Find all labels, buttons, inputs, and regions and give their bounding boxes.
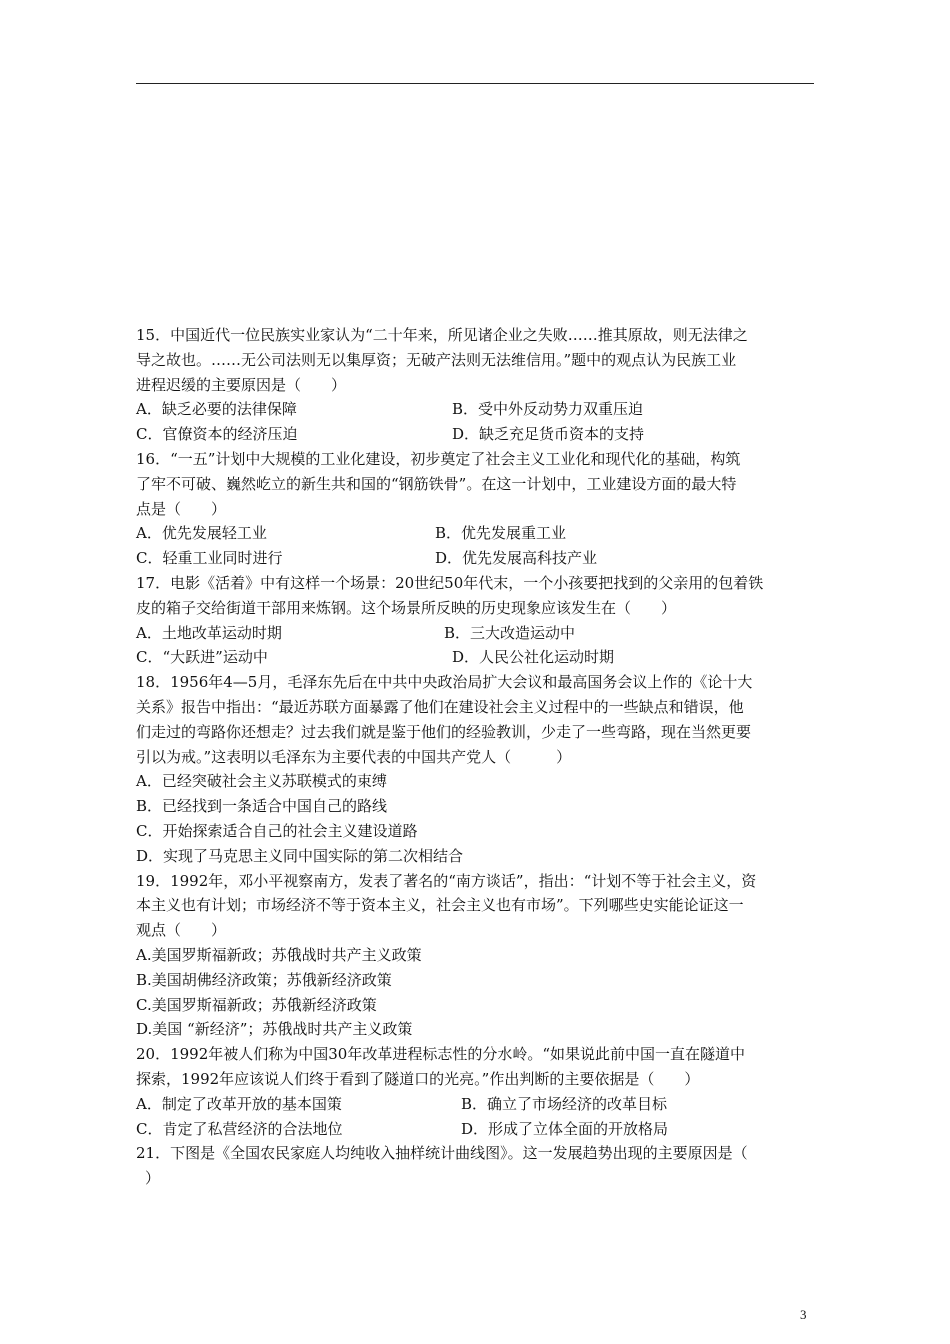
question-17 — [136, 571, 816, 670]
option-b: B．受中外反动势力双重压迫 — [452, 400, 644, 419]
question-stem-line: 17．电影《活着》中有这样一个场景：20世纪50年代末，一个小孩要把找到的父亲用的包着铁 — [136, 573, 764, 592]
option-row — [136, 422, 816, 447]
option-c: C．“大跃进”运动中 — [136, 648, 268, 667]
option-row — [136, 546, 816, 571]
option-d: D．形成了立体全面的开放格局 — [461, 1119, 669, 1138]
option-d: D．缺乏充足货币资本的支持 — [452, 425, 645, 444]
question-stem-line: 本主义也有计划；市场经济不等于资本主义，社会主义也有市场”。下列哪些史实能论证这一 — [136, 896, 744, 915]
option-d: D．人民公社化运动时期 — [452, 648, 615, 667]
question-stem-line: ） — [145, 1169, 161, 1188]
question-stem-line: 20．1992年被人们称为中国30年改革进程标志性的分水岭。“如果说此前中国一直在隧道中 — [136, 1045, 746, 1064]
option-d: D．实现了马克思主义同中国实际的第二次相结合 — [136, 846, 464, 865]
option-row — [136, 521, 816, 546]
option-c: C．开始探索适合自己的社会主义建设道路 — [136, 821, 418, 840]
option-b: B．已经找到一条适合中国自己的路线 — [136, 797, 388, 816]
option-a: A．制定了改革开放的基本国策 — [136, 1094, 342, 1113]
question-21 — [136, 1141, 816, 1191]
question-stem-line: 21．下图是《全国农民家庭人均纯收入抽样统计曲线图》。这一发展趋势出现的主要原因是（ — [136, 1144, 748, 1163]
option-a: A．已经突破社会主义苏联模式的束缚 — [136, 772, 387, 791]
question-stem-line: 们走过的弯路你还想走？过去我们就是鉴于他们的经验教训，少走了一些弯路，现在当然更要 — [136, 722, 752, 741]
option-row — [136, 621, 816, 646]
question-20 — [136, 1042, 816, 1141]
option-c: C．轻重工业同时进行 — [136, 549, 283, 568]
header-rule — [136, 83, 814, 84]
option-d: D．优先发展高科技产业 — [435, 549, 598, 568]
question-list — [136, 323, 816, 1191]
option-a: A.美国罗斯福新政；苏俄战时共产主义政策 — [136, 945, 422, 964]
question-stem-line: 了牢不可破、巍然屹立的新生共和国的“钢筋铁骨”。在这一计划中，工业建设方面的最大特 — [136, 474, 737, 493]
option-d: D.美国 “新经济”；苏俄战时共产主义政策 — [136, 1020, 413, 1039]
option-row — [136, 1117, 816, 1142]
option-b: B．三大改造运动中 — [444, 623, 576, 642]
option-row — [136, 397, 816, 422]
question-stem-line: 关系》报告中指出：“最近苏联方面暴露了他们在建设社会主义过程中的一些缺点和错误，他 — [136, 697, 744, 716]
question-stem-line: 引以为戒。”这表明以毛泽东为主要代表的中国共产党人（ ） — [136, 747, 572, 766]
question-stem-line: 皮的箱子交给街道干部用来炼钢。这个场景所反映的历史现象应该发生在（ ） — [136, 598, 677, 617]
option-row — [136, 645, 816, 670]
option-c: C．肯定了私营经济的合法地位 — [136, 1119, 343, 1138]
option-c: C.美国罗斯福新政；苏俄新经济政策 — [136, 995, 377, 1014]
option-row — [136, 1092, 816, 1117]
option-b: B.美国胡佛经济政策；苏俄新经济政策 — [136, 970, 392, 989]
option-a: A．缺乏必要的法律保障 — [136, 400, 297, 419]
question-stem-line: 19．1992年，邓小平视察南方，发表了著名的“南方谈话”，指出：“计划不等于社会主义，资 — [136, 871, 757, 890]
question-stem-line: 观点（ ） — [136, 921, 227, 940]
option-b: B．优先发展重工业 — [435, 524, 567, 543]
question-16 — [136, 447, 816, 571]
question-18 — [136, 670, 816, 868]
option-c: C．官僚资本的经济压迫 — [136, 425, 298, 444]
question-stem-line: 进程迟缓的主要原因是（ ） — [136, 375, 347, 394]
question-stem-line: 探索，1992年应该说人们终于看到了隧道口的光亮。”作出判断的主要依据是（ ） — [136, 1069, 700, 1088]
question-19 — [136, 869, 816, 1043]
page-number: 3 — [800, 1307, 807, 1322]
option-a: A．优先发展轻工业 — [136, 524, 267, 543]
question-stem-line: 导之故也。……无公司法则无以集厚资；无破产法则无法维信用。”题中的观点认为民族工业 — [136, 350, 737, 369]
option-b: B．确立了市场经济的改革目标 — [461, 1094, 668, 1113]
question-stem-line: 16．“一五”计划中大规模的工业化建设，初步奠定了社会主义工业化和现代化的基础，构筑 — [136, 449, 741, 468]
question-stem-line: 点是（ ） — [136, 499, 227, 518]
option-a: A．土地改革运动时期 — [136, 623, 282, 642]
question-stem-line: 15．中国近代一位民族实业家认为“二十年来，所见诸企业之失败……推其原故，则无法律之 — [136, 326, 748, 344]
question-stem-line: 18．1956年4—5月，毛泽东先后在中共中央政治局扩大会议和最高国务会议上作的《论十大 — [136, 673, 753, 692]
question-15 — [136, 323, 816, 447]
